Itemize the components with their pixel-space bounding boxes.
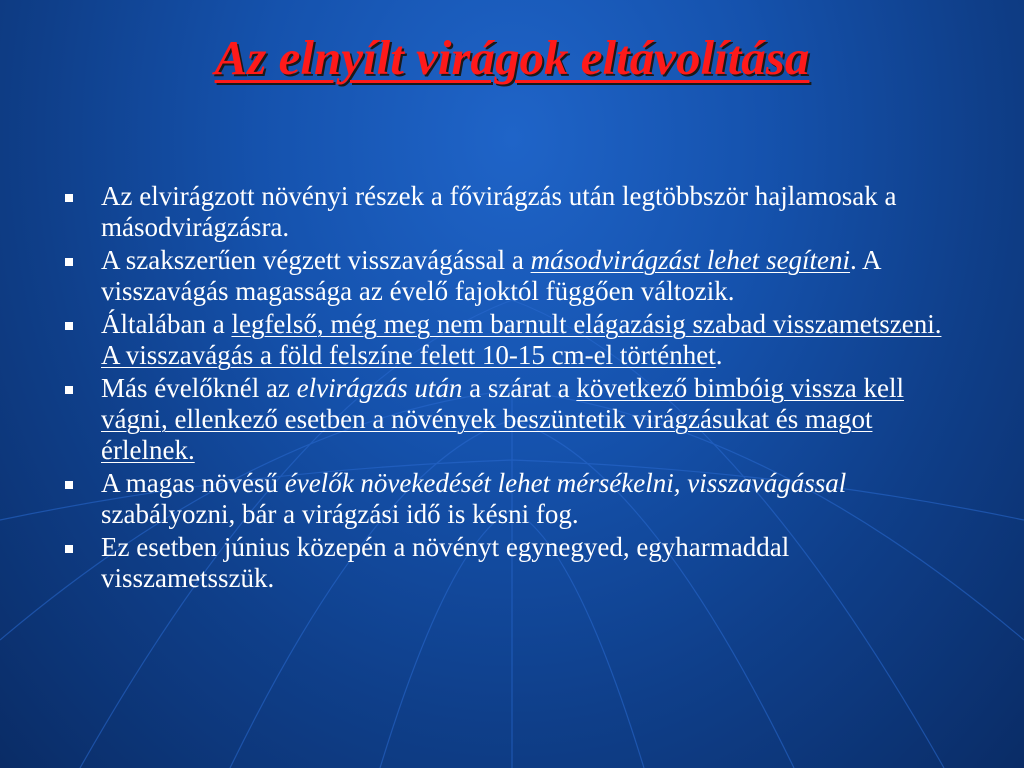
- square-bullet-icon: [65, 322, 73, 330]
- square-bullet-icon: [65, 194, 73, 202]
- bullet-text-underlined: következő bimbóig vissza kell vágni, ellenkező esetben a növények beszüntetik virágzásukat és magot érlelnek.: [101, 373, 905, 465]
- bullet-text: .: [715, 340, 723, 370]
- bullet-text: a szárat a: [462, 373, 577, 403]
- bullet-list: [60, 181, 960, 596]
- bullet-text-italic: elvirágzás után: [296, 373, 463, 403]
- square-bullet-icon: [65, 545, 73, 553]
- square-bullet-icon: [65, 386, 73, 394]
- bullet-item: [60, 373, 960, 466]
- bullet-item: [60, 245, 960, 307]
- bullet-text: Az elvirágzott növényi részek a fővirágzás után legtöbbször hajlamosak a másodvirágzásra.: [101, 181, 897, 242]
- bullet-text: Általában a: [101, 309, 232, 339]
- bullet-text: A szakszerűen végzett visszavágással a: [101, 245, 531, 275]
- square-bullet-icon: [65, 481, 73, 489]
- bullet-text-italic: évelők növekedését lehet mérsékelni, visszavágással: [284, 468, 847, 498]
- bullet-item: [60, 532, 960, 594]
- bullet-text-emphasis: másodvirágzást lehet segíteni: [530, 245, 851, 275]
- bullet-item: [60, 181, 960, 243]
- bullet-text: szabályozni, bár a virágzási idő is késni fog.: [101, 499, 579, 529]
- slide-title: Az elnyílt virágok eltávolítása: [214, 30, 810, 85]
- bullet-text: A magas növésű: [101, 468, 285, 498]
- bullet-text: . A visszavágás magassága az évelő fajoktól függően változik.: [101, 245, 881, 306]
- square-bullet-icon: [65, 258, 73, 266]
- bullet-item: [60, 309, 960, 371]
- bullet-text: Ez esetben június közepén a növényt egynegyed, egyharmaddal visszametsszük.: [101, 532, 790, 593]
- bullet-text-underlined: legfelső, még meg nem barnult elágazásig szabad visszametszeni. A visszavágás a föld felszíne felett 10-15 cm-el történhet: [101, 309, 942, 370]
- bullet-text: Más évelőknél az: [101, 373, 297, 403]
- bullet-item: [60, 468, 960, 530]
